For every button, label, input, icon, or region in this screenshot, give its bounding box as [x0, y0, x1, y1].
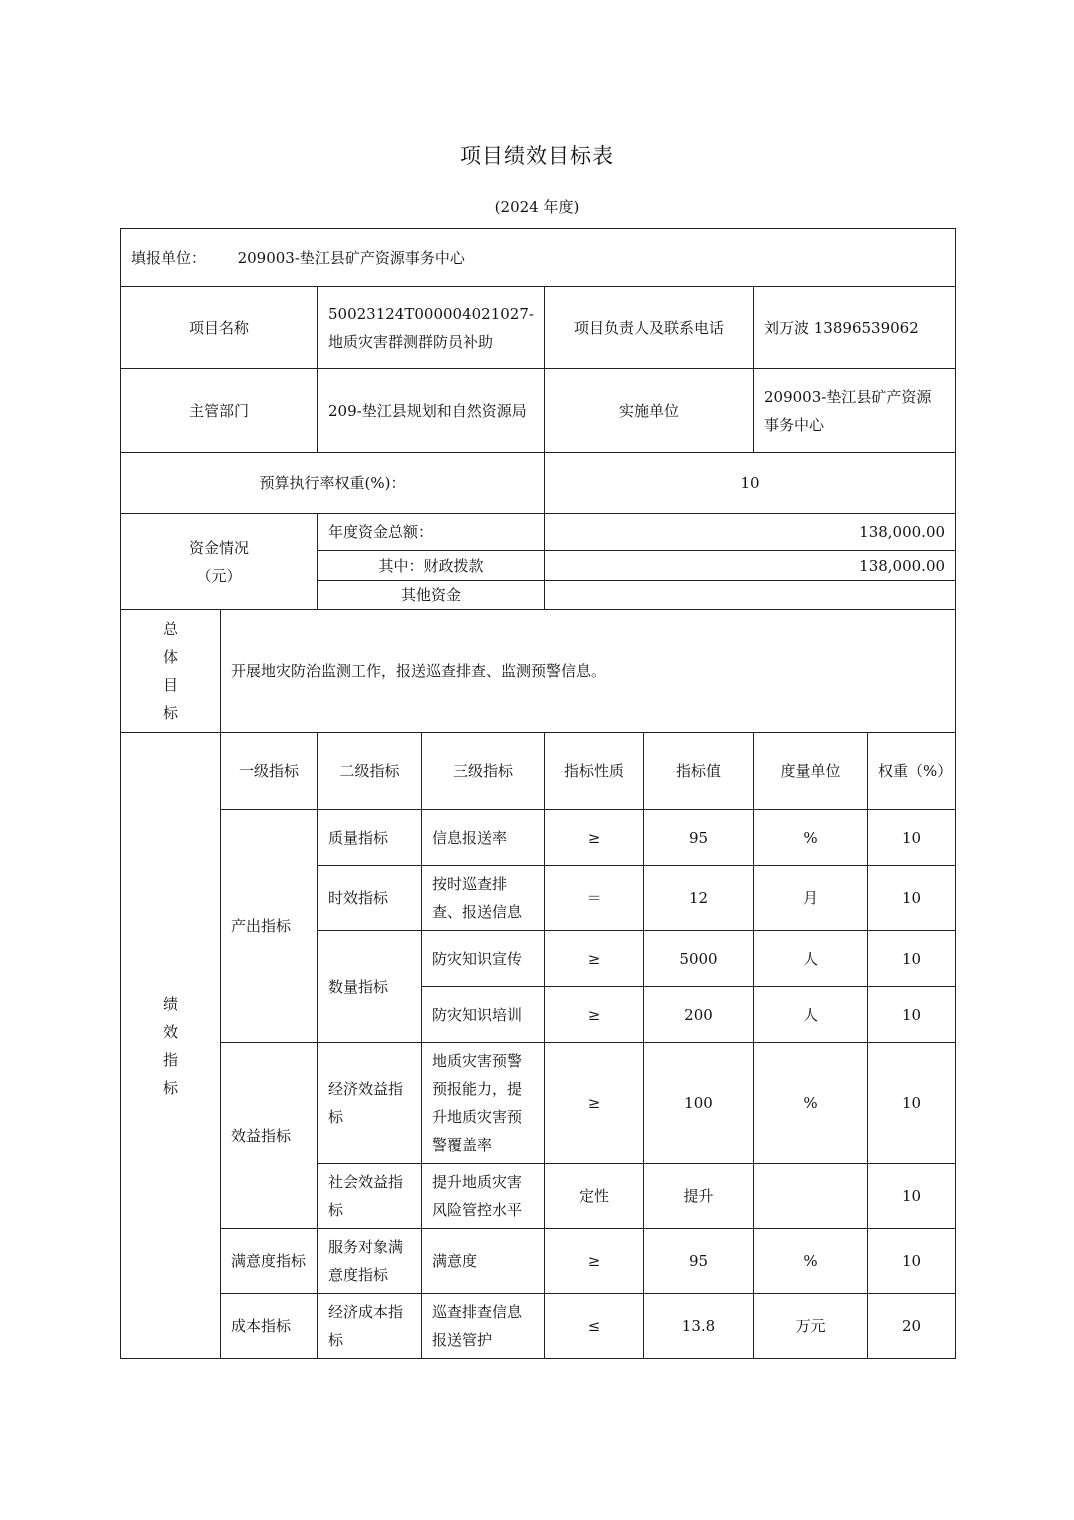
funds-label-line1: 资金情况	[188, 538, 249, 557]
performance-indicator-char: 效	[162, 1022, 178, 1041]
indicator-unit: 万元	[754, 1294, 868, 1359]
funds-total-value: 138,000.00	[545, 514, 956, 551]
overall-goal-label	[121, 610, 221, 733]
level3-name: 巡查排查信息报送管护	[422, 1294, 545, 1359]
level1-cost: 成本指标	[221, 1294, 318, 1359]
column-header: 度量单位	[754, 733, 868, 810]
funds-total-row	[121, 514, 956, 551]
indicator-nature: ＝	[545, 866, 644, 931]
indicator-value: 100	[644, 1043, 754, 1164]
project-name-value: 50023124T000004021027-地质灾害群测群防员补助	[318, 287, 545, 369]
level2-social: 社会效益指标	[318, 1164, 422, 1229]
overall-goal-row	[121, 610, 956, 733]
indicator-row	[121, 1043, 956, 1164]
level3-name: 防灾知识培训	[422, 987, 545, 1043]
level3-name: 按时巡查排查、报送信息	[422, 866, 545, 931]
level2-econ-cost: 经济成本指标	[318, 1294, 422, 1359]
overall-goal-char: 目	[162, 676, 178, 694]
indicator-value: 95	[644, 810, 754, 866]
performance-indicator-char: 绩	[162, 994, 178, 1013]
column-header: 指标值	[644, 733, 754, 810]
overall-goal-char: 标	[162, 704, 178, 722]
indicator-weight: 20	[868, 1294, 956, 1359]
level3-name: 信息报送率	[422, 810, 545, 866]
implementing-unit-value: 209003-垫江县矿产资源事务中心	[754, 369, 956, 453]
level3-name: 满意度	[422, 1229, 545, 1294]
column-header: 一级指标	[221, 733, 318, 810]
implementing-unit-label: 实施单位	[545, 369, 754, 453]
filing-unit-value: 209003-垫江县矿产资源事务中心	[237, 248, 465, 267]
level2-economic: 经济效益指标	[318, 1043, 422, 1164]
indicator-weight: 10	[868, 810, 956, 866]
indicator-nature: ≥	[545, 1043, 644, 1164]
funds-other-value	[545, 581, 956, 610]
filing-unit-row	[121, 229, 956, 287]
indicator-value: 提升	[644, 1164, 754, 1229]
level3-name: 提升地质灾害风险管控水平	[422, 1164, 545, 1229]
budget-weight-label: 预算执行率权重(%)：	[121, 453, 545, 514]
indicator-nature: 定性	[545, 1164, 644, 1229]
level1-satisfaction: 满意度指标	[221, 1229, 318, 1294]
indicator-unit: %	[754, 810, 868, 866]
indicator-unit: 月	[754, 866, 868, 931]
department-label: 主管部门	[121, 369, 318, 453]
overall-goal-text: 开展地灾防治监测工作，报送巡查排查、监测预警信息。	[221, 610, 956, 733]
indicator-row	[121, 1294, 956, 1359]
performance-indicator-label	[121, 733, 221, 1359]
indicator-nature: ≥	[545, 810, 644, 866]
indicator-value: 5000	[644, 931, 754, 987]
indicator-nature: ≥	[545, 987, 644, 1043]
overall-goal-char: 总	[162, 620, 178, 638]
project-manager-label: 项目负责人及联系电话	[545, 287, 754, 369]
level2-service: 服务对象满意度指标	[318, 1229, 422, 1294]
department-value: 209-垫江县规划和自然资源局	[318, 369, 545, 453]
indicator-weight: 10	[868, 1164, 956, 1229]
indicator-unit: 人	[754, 931, 868, 987]
indicator-nature: ≥	[545, 931, 644, 987]
indicator-nature: ≥	[545, 1229, 644, 1294]
year-subtitle: (2024 年度)	[494, 198, 580, 216]
overall-goal-char: 体	[162, 648, 178, 666]
performance-indicator-char: 标	[162, 1078, 178, 1097]
indicator-unit	[754, 1164, 868, 1229]
column-header: 权重（%）	[868, 733, 956, 810]
indicator-weight: 10	[868, 1229, 956, 1294]
indicator-unit: %	[754, 1043, 868, 1164]
level2-timeliness: 时效指标	[318, 866, 422, 931]
indicator-weight: 10	[868, 866, 956, 931]
level3-name: 地质灾害预警预报能力，提升地质灾害预警覆盖率	[422, 1043, 545, 1164]
column-header: 三级指标	[422, 733, 545, 810]
indicator-unit: %	[754, 1229, 868, 1294]
filing-unit-label: 填报单位：	[131, 248, 207, 267]
indicator-weight: 10	[868, 1043, 956, 1164]
level1-benefit: 效益指标	[221, 1043, 318, 1229]
indicator-unit: 人	[754, 987, 868, 1043]
indicator-value: 13.8	[644, 1294, 754, 1359]
indicator-weight: 10	[868, 931, 956, 987]
level1-output: 产出指标	[221, 810, 318, 1043]
project-name-row	[121, 287, 956, 369]
indicator-value: 200	[644, 987, 754, 1043]
level2-quality: 质量指标	[318, 810, 422, 866]
funds-label	[121, 514, 318, 610]
funds-total-label: 年度资金总额：	[318, 514, 545, 551]
performance-target-table	[120, 228, 956, 1359]
department-row	[121, 369, 956, 453]
column-header: 指标性质	[545, 733, 644, 810]
project-name-label: 项目名称	[121, 287, 318, 369]
page-title: 项目绩效目标表	[460, 144, 614, 168]
funds-other-label: 其他资金	[318, 581, 545, 610]
level3-name: 防灾知识宣传	[422, 931, 545, 987]
budget-weight-value: 10	[545, 453, 956, 514]
performance-indicator-char: 指	[162, 1050, 178, 1069]
budget-weight-row	[121, 453, 956, 514]
project-manager-value: 刘万波 13896539062	[754, 287, 956, 369]
indicator-row	[121, 810, 956, 866]
level2-quantity: 数量指标	[318, 931, 422, 1043]
indicator-row	[121, 1229, 956, 1294]
indicator-value: 95	[644, 1229, 754, 1294]
funds-fiscal-label: 其中：财政拨款	[318, 551, 545, 581]
funds-label-line2: （元）	[196, 566, 242, 585]
indicator-nature: ≤	[545, 1294, 644, 1359]
indicator-header-row	[121, 733, 956, 810]
funds-fiscal-value: 138,000.00	[545, 551, 956, 581]
filing-unit-cell	[121, 229, 956, 287]
column-header: 二级指标	[318, 733, 422, 810]
indicator-value: 12	[644, 866, 754, 931]
indicator-weight: 10	[868, 987, 956, 1043]
